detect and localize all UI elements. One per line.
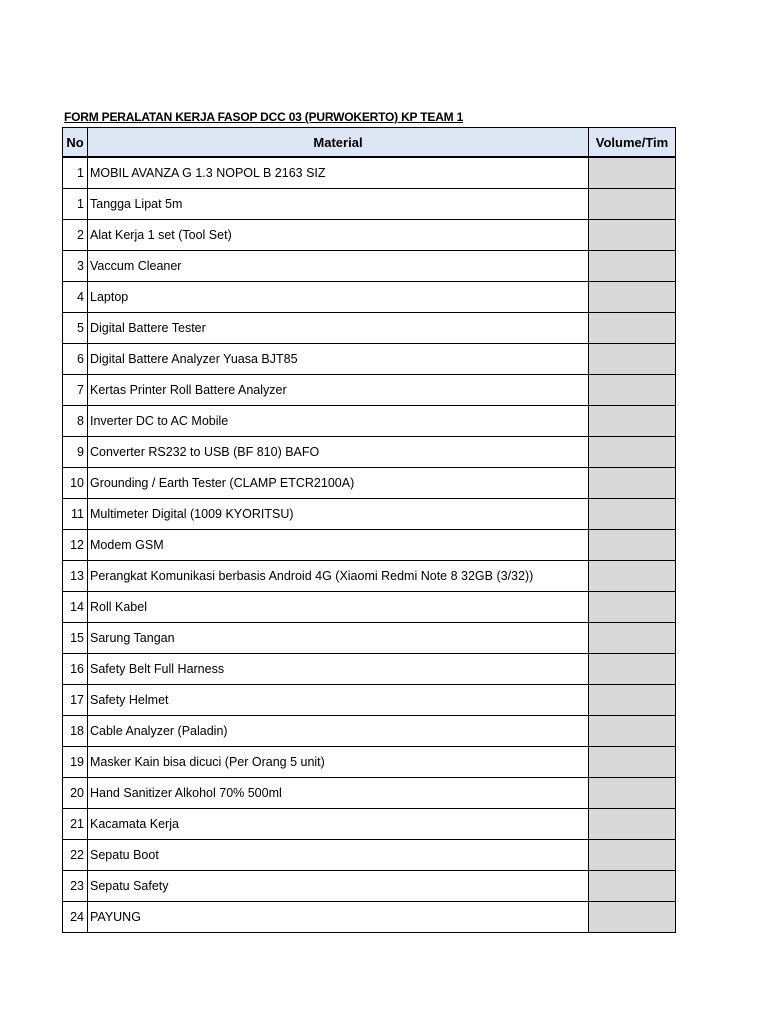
table-header-row	[63, 128, 676, 158]
table-row	[63, 313, 676, 344]
row-number: 21	[63, 809, 88, 840]
table-row	[63, 157, 676, 189]
row-number: 15	[63, 623, 88, 654]
table-row	[63, 778, 676, 809]
volume-cell[interactable]	[589, 871, 676, 902]
volume-cell[interactable]	[589, 561, 676, 592]
material-name: Cable Analyzer (Paladin)	[88, 716, 589, 747]
volume-cell[interactable]	[589, 685, 676, 716]
material-name: Perangkat Komunikasi berbasis Android 4G (Xiaomi Redmi Note 8 32GB (3/32))	[88, 561, 589, 592]
header-material: Material	[88, 128, 589, 158]
material-name: Laptop	[88, 282, 589, 313]
table-row	[63, 809, 676, 840]
row-number: 24	[63, 902, 88, 933]
table-row	[63, 251, 676, 282]
row-number: 23	[63, 871, 88, 902]
material-name: Sepatu Boot	[88, 840, 589, 871]
row-number: 5	[63, 313, 88, 344]
volume-cell[interactable]	[589, 747, 676, 778]
row-number: 22	[63, 840, 88, 871]
row-number: 18	[63, 716, 88, 747]
row-number: 8	[63, 406, 88, 437]
table-row	[63, 592, 676, 623]
volume-cell[interactable]	[589, 902, 676, 933]
volume-cell[interactable]	[589, 313, 676, 344]
volume-cell[interactable]	[589, 157, 676, 189]
header-volume: Volume/Tim	[589, 128, 676, 158]
material-name: Inverter DC to AC Mobile	[88, 406, 589, 437]
row-number: 14	[63, 592, 88, 623]
table-row	[63, 220, 676, 251]
table-row	[63, 840, 676, 871]
table-row	[63, 282, 676, 313]
table-row	[63, 685, 676, 716]
volume-cell[interactable]	[589, 654, 676, 685]
table-row	[63, 902, 676, 933]
form-title: FORM PERALATAN KERJA FASOP DCC 03 (PURWOKERTO) KP TEAM 1	[64, 110, 464, 124]
table-row	[63, 654, 676, 685]
material-name: Safety Helmet	[88, 685, 589, 716]
table-row	[63, 561, 676, 592]
table-row	[63, 530, 676, 561]
volume-cell[interactable]	[589, 716, 676, 747]
material-name: Modem GSM	[88, 530, 589, 561]
table-row	[63, 468, 676, 499]
volume-cell[interactable]	[589, 375, 676, 406]
volume-cell[interactable]	[589, 499, 676, 530]
material-name: PAYUNG	[88, 902, 589, 933]
material-name: Alat Kerja 1 set (Tool Set)	[88, 220, 589, 251]
volume-cell[interactable]	[589, 809, 676, 840]
table-row	[63, 623, 676, 654]
material-name: Digital Battere Tester	[88, 313, 589, 344]
table-row	[63, 871, 676, 902]
material-name: Kacamata Kerja	[88, 809, 589, 840]
row-number: 9	[63, 437, 88, 468]
material-name: Masker Kain bisa dicuci (Per Orang 5 unit)	[88, 747, 589, 778]
table-row	[63, 189, 676, 220]
material-name: Converter RS232 to USB (BF 810) BAFO	[88, 437, 589, 468]
volume-cell[interactable]	[589, 251, 676, 282]
material-name: Safety Belt Full Harness	[88, 654, 589, 685]
material-name: Sepatu Safety	[88, 871, 589, 902]
row-number: 6	[63, 344, 88, 375]
equipment-table	[62, 127, 676, 933]
table-row	[63, 499, 676, 530]
volume-cell[interactable]	[589, 189, 676, 220]
table-row	[63, 747, 676, 778]
material-name: Sarung Tangan	[88, 623, 589, 654]
row-number: 10	[63, 468, 88, 499]
material-name: Grounding / Earth Tester (CLAMP ETCR2100A)	[88, 468, 589, 499]
row-number: 4	[63, 282, 88, 313]
row-number: 16	[63, 654, 88, 685]
material-name: Vaccum Cleaner	[88, 251, 589, 282]
row-number: 17	[63, 685, 88, 716]
volume-cell[interactable]	[589, 840, 676, 871]
volume-cell[interactable]	[589, 623, 676, 654]
row-number: 1	[63, 157, 88, 189]
row-number: 13	[63, 561, 88, 592]
table-row	[63, 375, 676, 406]
volume-cell[interactable]	[589, 282, 676, 313]
material-name: MOBIL AVANZA G 1.3 NOPOL B 2163 SIZ	[88, 157, 589, 189]
material-name: Digital Battere Analyzer Yuasa BJT85	[88, 344, 589, 375]
row-number: 3	[63, 251, 88, 282]
row-number: 7	[63, 375, 88, 406]
volume-cell[interactable]	[589, 344, 676, 375]
volume-cell[interactable]	[589, 437, 676, 468]
table-row	[63, 406, 676, 437]
volume-cell[interactable]	[589, 530, 676, 561]
table-row	[63, 344, 676, 375]
table-row	[63, 716, 676, 747]
table-row	[63, 437, 676, 468]
row-number: 2	[63, 220, 88, 251]
row-number: 11	[63, 499, 88, 530]
table-body	[63, 157, 676, 933]
header-no: No	[63, 128, 88, 158]
volume-cell[interactable]	[589, 406, 676, 437]
row-number: 19	[63, 747, 88, 778]
row-number: 12	[63, 530, 88, 561]
volume-cell[interactable]	[589, 778, 676, 809]
material-name: Tangga Lipat 5m	[88, 189, 589, 220]
material-name: Kertas Printer Roll Battere Analyzer	[88, 375, 589, 406]
material-name: Multimeter Digital (1009 KYORITSU)	[88, 499, 589, 530]
material-name: Roll Kabel	[88, 592, 589, 623]
material-name: Hand Sanitizer Alkohol 70% 500ml	[88, 778, 589, 809]
row-number: 1	[63, 189, 88, 220]
volume-cell[interactable]	[589, 220, 676, 251]
volume-cell[interactable]	[589, 468, 676, 499]
volume-cell[interactable]	[589, 592, 676, 623]
row-number: 20	[63, 778, 88, 809]
